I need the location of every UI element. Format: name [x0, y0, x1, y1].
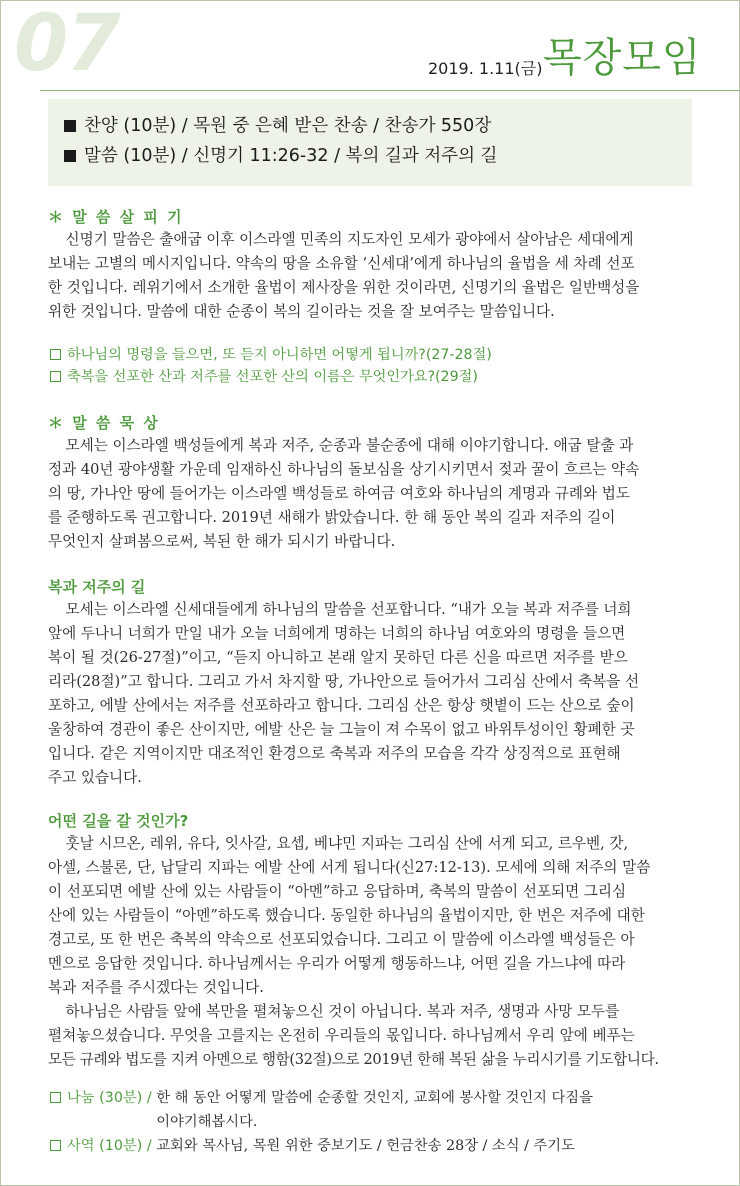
paragraph [48, 832, 685, 1000]
text-line: 복과 저주를 주시겠다는 것입니다. [48, 979, 264, 996]
paragraph [48, 598, 685, 790]
text-line: 아셀, 스불론, 단, 납달리 지파는 에발 산에 서게 됩니다(신27:12-13). 모세에 의해 저주의 말씀 [48, 859, 651, 876]
square-bullet-icon [64, 120, 76, 132]
title-divider [40, 90, 740, 91]
closing-separator: / [142, 1138, 157, 1154]
text-line: 한 해 동안 어떻게 말씀에 순종할 것인지, 교회에 봉사할 것인지 다짐을 [156, 1090, 593, 1106]
section-which-way [48, 810, 685, 1072]
question-item [48, 344, 685, 366]
text-line: 의 땅, 가나안 땅에 들어가는 이스라엘 백성들로 하여금 여호와 하나님의 계명과 규례와 법도 [48, 485, 630, 502]
text-line: 경고로, 또 한 번은 축복의 약속으로 선포되었습니다. 그리고 이 말씀에 이스라엘 백성들은 아 [48, 931, 635, 948]
closing-label-wrap [48, 1086, 156, 1134]
text-line: 산에 있는 사람들이 “아멘”하도록 했습니다. 동일한 하나님의 율법이지만, 한 번은 저주에 대한 [48, 907, 645, 924]
main-content [48, 206, 685, 1158]
text-line: 위한 것입니다. 말씀에 대한 순종이 복의 길이라는 것을 잘 보여주는 말씀입니다. [48, 303, 555, 320]
closing-text [156, 1134, 575, 1158]
text-line: 앞에 두나니 너희가 만일 내가 오늘 너희에게 명하는 너희의 하나님 여호와의 명령을 들으면 [48, 625, 626, 642]
page-title: 목장모임 [543, 35, 702, 81]
closing-agenda [48, 1086, 685, 1158]
text-line: 리라(28절)”고 합니다. 그리고 가서 차지할 땅, 가나안으로 들어가서 그리심 산에서 축복을 선 [48, 673, 640, 690]
text-line: 울창하여 경관이 좋은 산이지만, 에발 산은 늘 그늘이 져 수목이 없고 바위투성이인 황폐한 곳 [48, 721, 635, 738]
text-line: 교회와 목사님, 목원 위한 중보기도 / 헌금찬송 28장 / 소식 / 주기도 [156, 1138, 575, 1154]
text-line: 모세는 이스라엘 백성들에게 복과 저주, 순종과 불순종에 대해 이야기합니다. 애굽 탈출 과 [65, 437, 634, 454]
closing-label-wrap [48, 1134, 156, 1158]
text-line: 입니다. 같은 지역이지만 대조적인 환경으로 축복과 저주의 모습을 각각 상징적으로 표현해 [48, 745, 621, 762]
agenda-box [48, 99, 692, 186]
text-line: 를 준행하도록 권고합니다. 2019년 새해가 밝았습니다. 한 해 동안 복의 길과 저주의 길이 [48, 509, 616, 526]
meeting-date: 2019. 1.11(금) [428, 59, 543, 78]
closing-label: 사역 (10분) [67, 1138, 143, 1154]
text-line: 모든 규례와 법도를 지켜 아멘으로 행함(32절)으로 2019년 한해 복된 삶을 누리시기를 기도합니다. [48, 1051, 659, 1068]
text-line: 보내는 고별의 메시지입니다. 약속의 땅을 소유할 ‘신세대’에게 하나님의 율법을 세 차례 선포 [48, 255, 635, 272]
section-title: ＊ 말 씀 묵 상 [48, 414, 160, 432]
closing-item-sharing [48, 1086, 685, 1134]
section-blessing-curse [48, 576, 685, 790]
paragraph [48, 228, 685, 324]
text-line: 멘으로 응답한 것입니다. 하나님께서는 우리가 어떻게 행동하느냐, 어떤 길을 가느냐에 따라 [48, 955, 626, 972]
question-text: 하나님의 명령을 들으면, 또 듣지 아니하면 어떻게 됩니까?(27-28절) [67, 347, 492, 363]
closing-separator: / [142, 1090, 157, 1106]
agenda-item-text: 말씀 (10분) / 신명기 11:26-32 / 복의 길과 저주의 길 [84, 146, 498, 166]
checkbox-square-icon [50, 349, 61, 360]
section-meditate [48, 412, 685, 554]
checkbox-square-icon [50, 371, 61, 382]
square-bullet-icon [64, 150, 76, 162]
text-line: 모세는 이스라엘 신세대들에게 하나님의 말씀을 선포합니다. “내가 오늘 복과 저주를 너희 [65, 601, 632, 618]
closing-label: 나눔 (30분) [67, 1090, 143, 1106]
text-line: 한 것입니다. 레위기에서 소개한 율법이 제사장을 위한 것이라면, 신명기의 율법은 일반백성을 [48, 279, 640, 296]
section-observe [48, 206, 685, 388]
text-line: 훗날 시므온, 레위, 유다, 잇사갈, 요셉, 베냐민 지파는 그리심 산에 서게 되고, 르우벤, 갓, [65, 835, 629, 852]
text-line: 복이 될 것(26-27절)”이고, “듣지 아니하고 본래 알지 못하던 다른 신을 따르면 저주를 받으 [48, 649, 628, 666]
agenda-item-praise [64, 111, 692, 141]
section-title: ＊ 말 씀 살 피 기 [48, 208, 184, 226]
text-line: 주고 있습니다. [48, 769, 142, 786]
text-line: 이야기해봅시다. [156, 1114, 258, 1130]
paragraph [48, 1000, 685, 1072]
section-title: 어떤 길을 갈 것인가? [48, 812, 189, 830]
closing-item-ministry [48, 1134, 685, 1158]
checkbox-square-icon [50, 1092, 61, 1103]
page-number: 07 [14, 0, 119, 89]
text-line: 신명기 말씀은 출애굽 이후 이스라엘 민족의 지도자인 모세가 광야에서 살아남은 세대에게 [65, 231, 634, 248]
agenda-item-word [64, 141, 692, 171]
question-item [48, 366, 685, 388]
section-title: 복과 저주의 길 [48, 578, 146, 596]
paragraph [48, 434, 685, 554]
text-line: 이 선포되면 에발 산에 있는 사람들이 “아멘”하고 응답하며, 축복의 말씀이 선포되면 그리심 [48, 883, 627, 900]
question-text: 축복을 선포한 산과 저주를 선포한 산의 이름은 무엇인가요?(29절) [67, 369, 478, 385]
text-line: 하나님은 사람들 앞에 복만을 펼쳐놓으신 것이 아닙니다. 복과 저주, 생명과 사망 모두를 [65, 1003, 620, 1020]
text-line: 정과 40년 광야생활 가운데 임재하신 하나님의 돌보심을 상기시키면서 젖과 꿀이 흐르는 약속 [48, 461, 640, 478]
closing-text [156, 1086, 593, 1134]
checkbox-square-icon [50, 1140, 61, 1151]
agenda-item-text: 찬양 (10분) / 목원 중 은혜 받은 찬송 / 찬송가 550장 [84, 116, 492, 136]
text-line: 무엇인지 살펴봄으로써, 복된 한 해가 되시기 바랍니다. [48, 533, 396, 550]
text-line: 포하고, 에발 산에서는 저주를 선포하라고 합니다. 그리심 산은 항상 햇볕이 드는 산으로 숲이 [48, 697, 635, 714]
text-line: 펼쳐놓으셨습니다. 무엇을 고를지는 온전히 우리들의 몫입니다. 하나님께서 우리 앞에 베푸는 [48, 1027, 635, 1044]
